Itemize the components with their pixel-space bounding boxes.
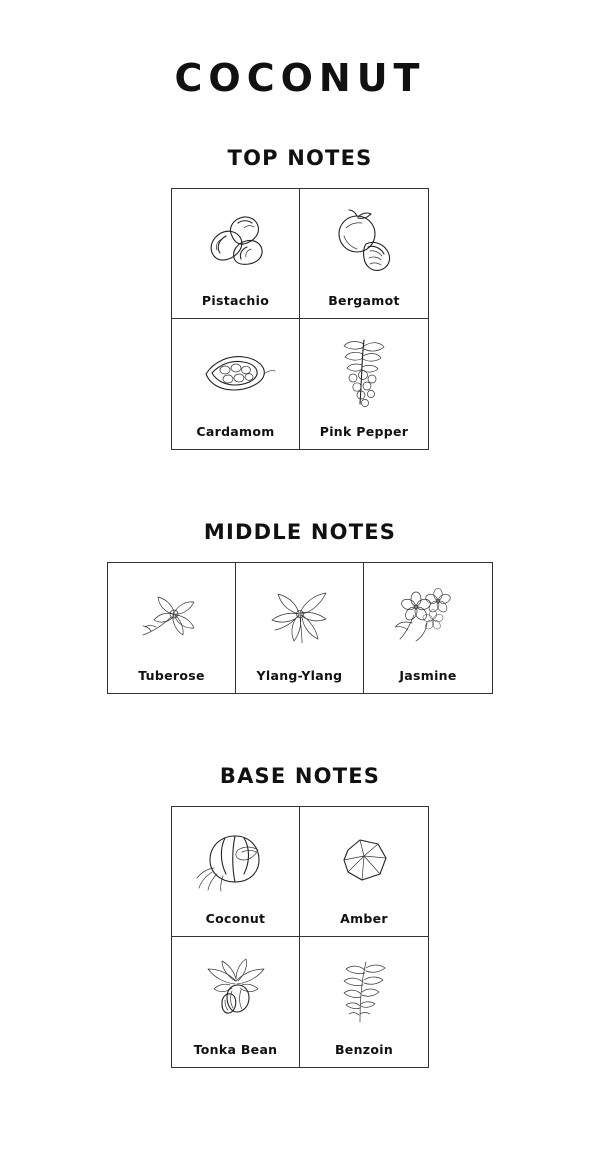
note-label: Amber — [340, 911, 388, 926]
pistachio-icon — [176, 197, 295, 289]
note-label: Coconut — [205, 911, 266, 926]
note-cell-coconut — [172, 807, 300, 937]
note-label: Benzoin — [334, 1042, 394, 1057]
cardamom-icon — [176, 327, 295, 420]
pink-pepper-icon — [304, 327, 424, 420]
note-label: Pistachio — [201, 293, 270, 308]
note-label: Ylang-Ylang — [256, 668, 343, 683]
notes-grid-middle — [107, 562, 493, 694]
section-heading-top-notes: TOP NOTES — [227, 146, 373, 170]
grid-wrapper-base-notes — [0, 806, 600, 1068]
benzoin-icon — [304, 945, 424, 1038]
note-cell-cardamom — [172, 319, 300, 449]
note-cell-amber — [300, 807, 428, 937]
grid-wrapper-top-notes — [0, 188, 600, 450]
jasmine-icon — [368, 571, 488, 664]
notes-grid-base — [171, 806, 429, 1068]
note-cell-ylang-ylang — [236, 563, 364, 693]
note-label: Pink Pepper — [319, 424, 409, 439]
coconut-icon — [176, 815, 295, 907]
section-heading-middle-notes: MIDDLE NOTES — [203, 520, 397, 544]
page-title: COCONUT — [174, 56, 426, 100]
section-top-notes — [0, 146, 600, 450]
note-cell-jasmine — [364, 563, 492, 693]
tonka-bean-icon — [176, 945, 295, 1038]
note-label: Tuberose — [138, 668, 205, 683]
ylang-ylang-icon — [240, 571, 359, 664]
note-cell-bergamot — [300, 189, 428, 319]
section-base-notes — [0, 764, 600, 1068]
fragrance-notes-page — [0, 56, 600, 1165]
note-label: Tonka Bean — [193, 1042, 278, 1057]
note-label: Bergamot — [328, 293, 400, 308]
note-cell-pistachio — [172, 189, 300, 319]
grid-wrapper-middle-notes — [0, 562, 600, 694]
note-cell-benzoin — [300, 937, 428, 1067]
note-label: Jasmine — [399, 668, 457, 683]
note-label: Cardamom — [196, 424, 275, 439]
note-cell-tonka-bean — [172, 937, 300, 1067]
section-middle-notes — [0, 520, 600, 694]
tuberose-icon — [112, 571, 231, 664]
section-heading-base-notes: BASE NOTES — [219, 764, 381, 788]
notes-grid-top — [171, 188, 429, 450]
bergamot-icon — [304, 197, 424, 289]
note-cell-tuberose — [108, 563, 236, 693]
note-cell-pink-pepper — [300, 319, 428, 449]
amber-icon — [304, 815, 424, 907]
